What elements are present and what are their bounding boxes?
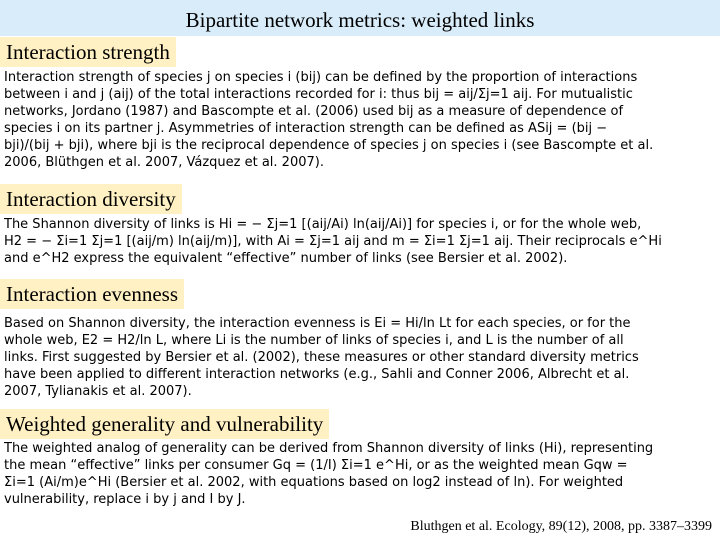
- text-line: links. First suggested by Bersier et al. (2002), these measures or other standard diversity metrics: [4, 350, 639, 365]
- text-line: bji)/(bij + bji), where bji is the reciprocal dependence of species j on species i (see Bascompte et al.: [4, 138, 654, 153]
- text-line: networks, Jordano (1987) and Bascompte et al. (2006) used bij as a measure of dependence of: [4, 104, 624, 119]
- heading-interaction-strength: Interaction strength: [0, 37, 176, 67]
- text-line: the mean “effective” links per consumer Gq = (1/I) Σi=1 e^Hi, or as the weighted mean Gqw =: [4, 458, 628, 473]
- text-line: have been applied to different interaction networks (e.g., Sahli and Conner 2006, Albrecht et al.: [4, 367, 630, 382]
- text-line: species i on its partner j. Asymmetries of interaction strength can be defined as ASij = (bij −: [4, 121, 608, 136]
- citation: Bluthgen et al. Ecology, 89(12), 2008, pp. 3387–3399: [410, 519, 712, 534]
- paragraph-interaction-diversity: [4, 216, 716, 267]
- text-line: between i and j (aij) of the total interactions recorded for i: thus bij = aij/Σj=1 aij. For mutualistic: [4, 87, 633, 102]
- slide-title: Bipartite network metrics: weighted links: [185, 8, 535, 32]
- text-line: The weighted analog of generality can be derived from Shannon diversity of links (Hi), representing: [4, 441, 654, 456]
- text-line: Based on Shannon diversity, the interaction evenness is Ei = Hi/ln Lt for each species, or for the: [4, 316, 631, 331]
- paragraph-interaction-strength: [4, 69, 716, 171]
- text-line: 2006, Blüthgen et al. 2007, Vázquez et al. 2007).: [4, 155, 324, 170]
- heading-interaction-diversity: Interaction diversity: [0, 184, 182, 214]
- text-line: Interaction strength of species j on species i (bij) can be defined by the proportion of interactions: [4, 70, 638, 85]
- paragraph-interaction-evenness: [4, 315, 716, 400]
- text-line: Σi=1 (Ai/m)e^Hi (Bersier et al. 2002, with equations based on log2 instead of ln). For weighted: [4, 475, 624, 490]
- text-line: The Shannon diversity of links is Hi = − Σj=1 [(aij/Ai) ln(aij/Ai)] for species i, or for the whole web,: [4, 217, 642, 232]
- text-line: vulnerability, replace i by j and I by J.: [4, 492, 246, 507]
- heading-interaction-evenness: Interaction evenness: [0, 279, 184, 309]
- heading-weighted-generality: Weighted generality and vulnerability: [0, 409, 329, 439]
- text-line: 2007, Tylianakis et al. 2007).: [4, 384, 192, 399]
- text-line: whole web, E2 = H2/ln L, where Li is the number of links of species i, and L is the number of all: [4, 333, 624, 348]
- paragraph-weighted-generality: [4, 440, 716, 508]
- text-line: and e^H2 express the equivalent “effective” number of links (see Bersier et al. 2002).: [4, 251, 568, 266]
- text-line: H2 = − Σi=1 Σj=1 [(aij/m) ln(aij/m)], with Ai = Σj=1 aij and m = Σi=1 Σj=1 aij. Their reciprocals e^Hi: [4, 234, 662, 249]
